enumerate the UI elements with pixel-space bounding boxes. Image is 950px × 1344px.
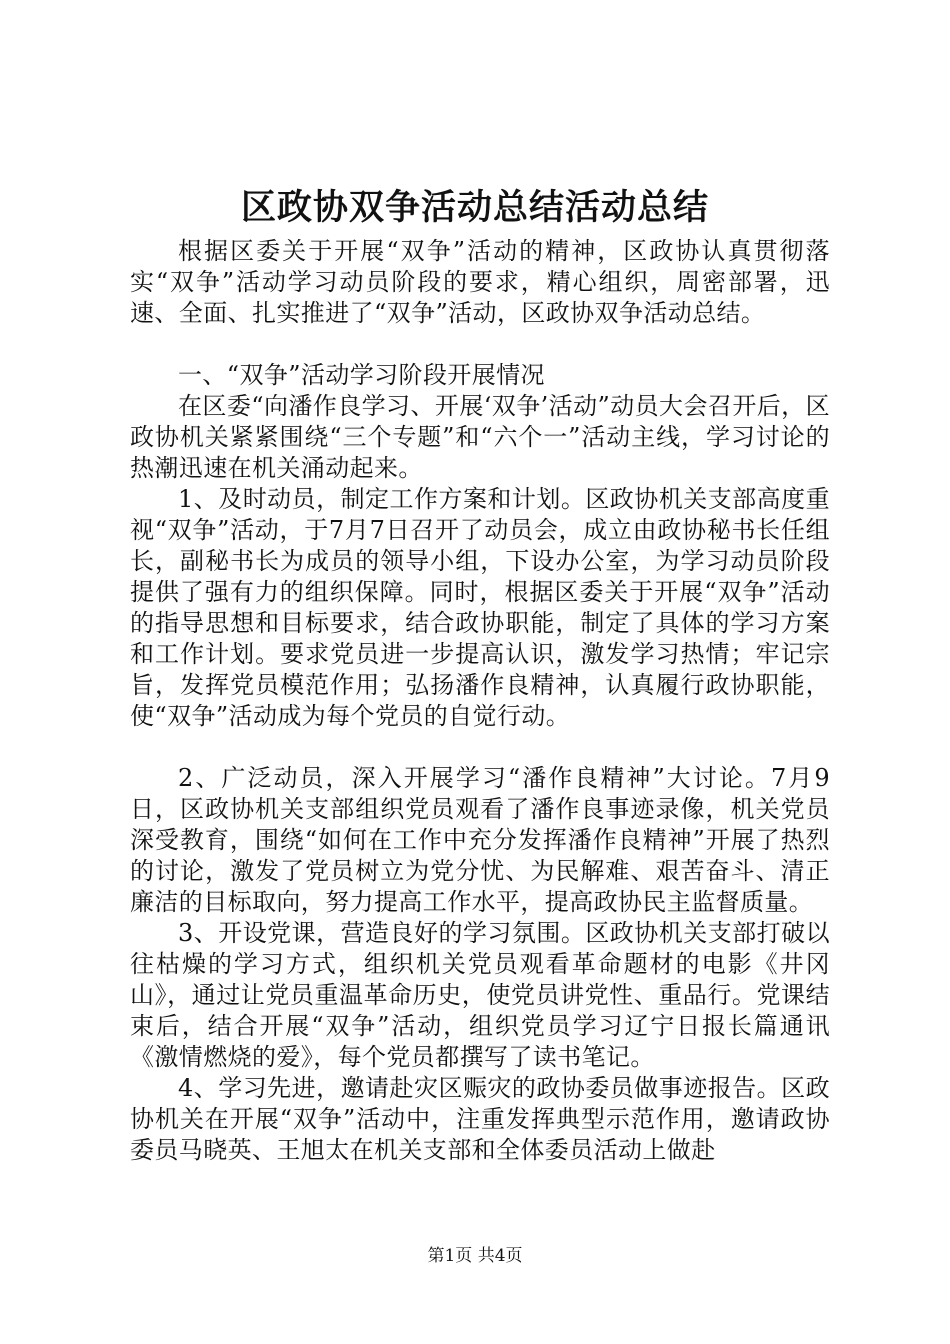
page-number-footer: 第1页 共4页: [427, 1246, 523, 1266]
body-paragraph: 3、开设党课，营造良好的学习氛围。区政协机关支部打破以往枯燥的学习方式，组织机关党员观看革命题材的电影《井冈山》，通过让党员重温革命历史，使党员讲党性、重品行。党课结束后，结合开展“双争”活动，组织党员学习辽宁日报长篇通讯《激情燃烧的爱》，每个党员都撰写了读书笔记。: [130, 919, 830, 1071]
document-body: [130, 236, 830, 1166]
section-heading: 一、“双争”活动学习阶段开展情况: [178, 361, 545, 389]
intro-paragraph: 根据区委关于开展“双争”活动的精神，区政协认真贯彻落实“双争”活动学习动员阶段的要求，精心组织，周密部署，迅速、全面、扎实推进了“双争”活动，区政协双争活动总结。: [130, 237, 830, 327]
body-paragraph: 在区委“向潘作良学习、开展‘双争’活动”动员大会召开后，区政协机关紧紧围绕“三个专题”和“六个一”活动主线，学习讨论的热潮迅速在机关涌动起来。: [130, 392, 830, 482]
body-paragraph: 4、学习先进，邀请赴灾区赈灾的政协委员做事迹报告。区政协机关在开展“双争”活动中，注重发挥典型示范作用，邀请政协委员马晓英、王旭太在机关支部和全体委员活动上做赴: [130, 1074, 830, 1164]
body-paragraph: 1、及时动员，制定工作方案和计划。区政协机关支部高度重视“双争”活动，于7月7日召开了动员会，成立由政协秘书长任组长，副秘书长为成员的领导小组，下设办公室，为学习动员阶段提供了强有力的组织保障。同时，根据区委关于开展“双争”活动的指导思想和目标要求，结合政协职能，制定了具体的学习方案和工作计划。要求党员进一步提高认识，激发学习热情；牢记宗旨，发挥党员模范作用；弘扬潘作良精神，认真履行政协职能，使“双争”活动成为每个党员的自觉行动。: [130, 485, 830, 730]
document-title: 区政协双争活动总结活动总结: [240, 187, 709, 228]
body-paragraph: 2、广泛动员，深入开展学习“潘作良精神”大讨论。7月9日，区政协机关支部组织党员观看了潘作良事迹录像，机关党员深受教育，围绕“如何在工作中充分发挥潘作良精神”开展了热烈的讨论，激发了党员树立为党分忧、为民解难、艰苦奋斗、清正廉洁的目标取向，努力提高工作水平，提高政协民主监督质量。: [130, 764, 830, 916]
